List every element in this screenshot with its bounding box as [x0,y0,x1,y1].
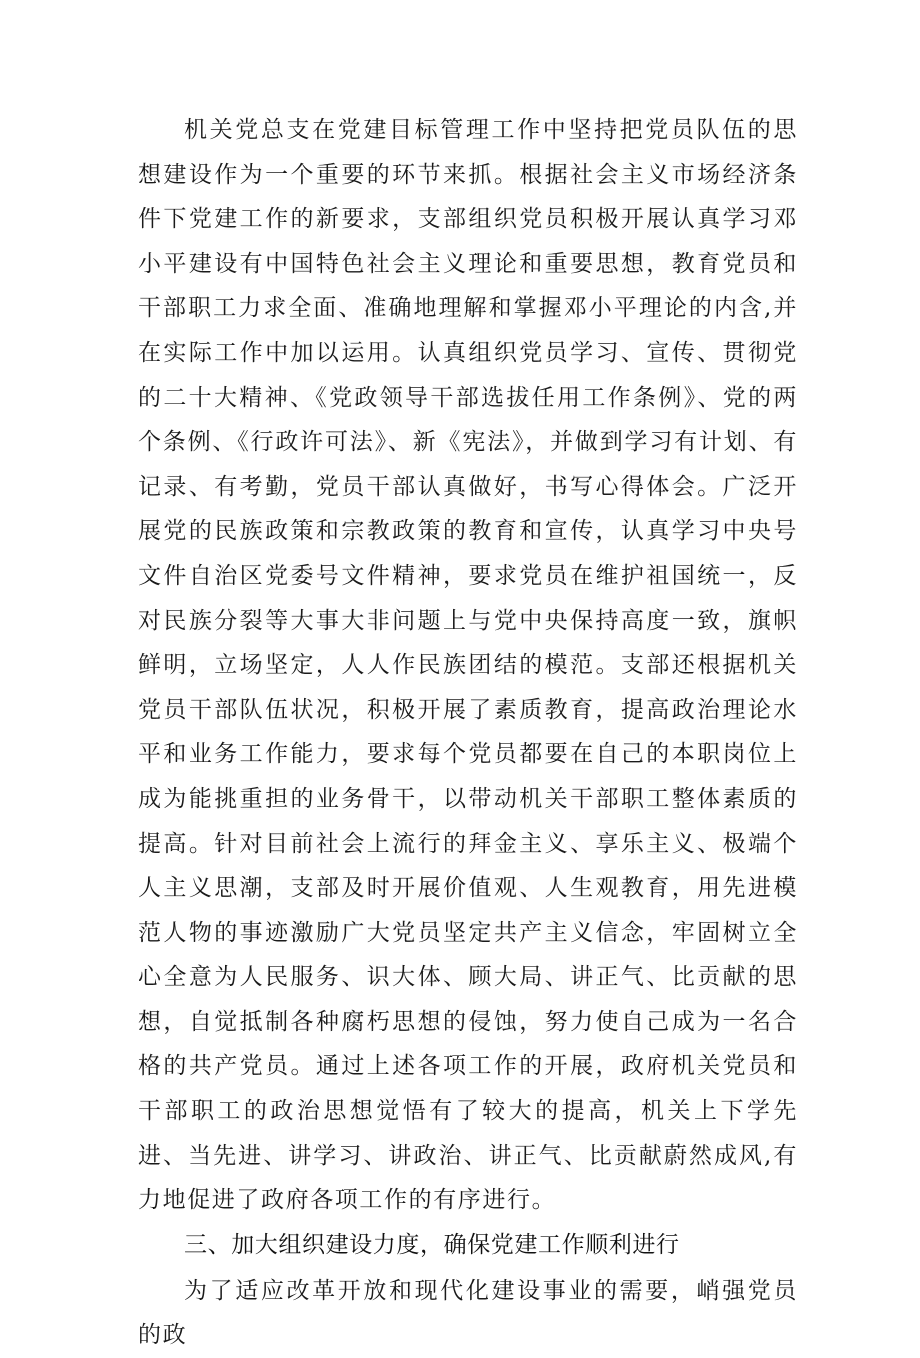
section-heading-organization-building: 三、加大组织建设力度，确保党建工作顺利进行 [184,1231,680,1258]
body-paragraph-ideological-building: 机关党总支在党建目标管理工作中坚持把党员队伍的思想建设作为一个重要的环节来抓。根据社会主义市场经济条件下党建工作的新要求，支部组织党员积极开展认真学习邓小平建设有中国特色社会主义理论和重要思想，教育党员和干部职工力求全面、准确地理解和掌握邓小平理论的内含,并在实际工作中加以运用。认真组织党员学习、宣传、贯彻党的二十大精神、《党政领导干部选拔任用工作条例》、党的两个条例、《行政许可法》、新《宪法》，并做到学习有计划、有记录、有考勤，党员干部认真做好，书写心得体会。广泛开展党的民族政策和宗教政策的教育和宣传，认真学习中央号文件自治区党委号文件精神，要求党员在维护祖国统一，反对民族分裂等大事大非问题上与党中央保持高度一致，旗帜鲜明，立场坚定，人人作民族团结的模范。支部还根据机关党员干部队伍状况，积极开展了素质教育，提高政治理论水平和业务工作能力，要求每个党员都要在自己的本职岗位上成为能挑重担的业务骨干，以带动机关干部职工整体素质的提高。针对目前社会上流行的拜金主义、享乐主义、极端个人主义思潮，支部及时开展价值观、人生观教育，用先进模范人物的事迹激励广大党员坚定共产主义信念，牢固树立全心全意为人民服务、识大体、顾大局、讲正气、比贡献的思想，自觉抵制各种腐朽思想的侵蚀，努力使自己成为一名合格的共产党员。通过上述各项工作的开展，政府机关党员和干部职工的政治思想觉悟有了较大的提高，机关上下学先进、当先进、讲学习、讲政治、讲正气、比贡献蔚然成风,有力地促进了政府各项工作的有序进行。 [138,117,798,1214]
body-paragraph-organization-intro: 为了适应改革开放和现代化建设事业的需要，峭强党员的政 [138,1277,798,1349]
document-body [138,108,798,1358]
